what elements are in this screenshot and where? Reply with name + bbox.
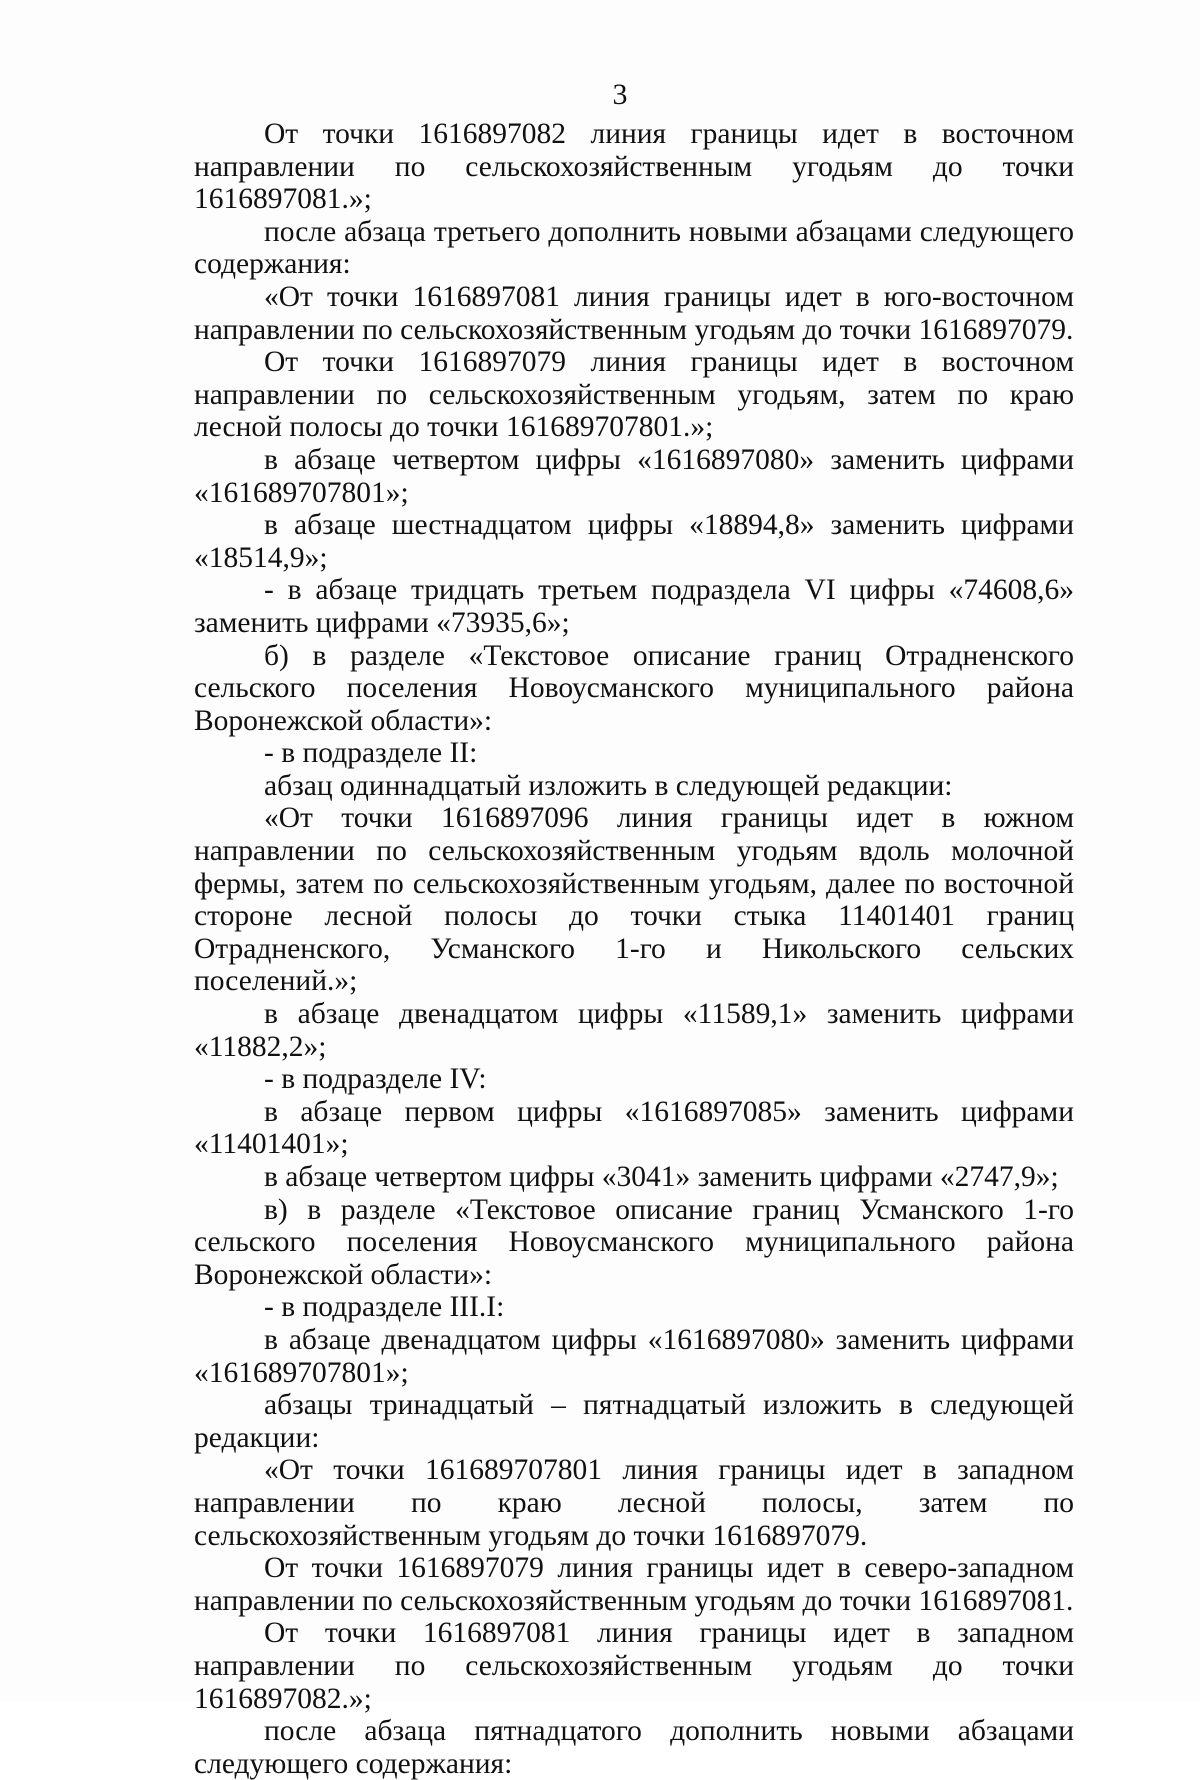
- paragraph: после абзаца пятнадцатого дополнить новыми абзацами следующего содержания:: [194, 1715, 1074, 1780]
- paragraph: «От точки 161689707801 линия границы идет в западном направлении по краю лесной полосы, затем по сельскохозяйственным угодьям до точки 1616897079.: [194, 1454, 1074, 1552]
- paragraph: в абзаце двенадцатом цифры «11589,1» заменить цифрами «11882,2»;: [194, 998, 1074, 1063]
- paragraph: «От точки 1616897081 линия границы идет в юго-восточном направлении по сельскохозяйственным угодьям до точки 1616897079.: [194, 280, 1074, 346]
- paragraph: абзацы тринадцатый – пятнадцатый изложить в следующей редакции:: [194, 1389, 1074, 1454]
- paragraph: От точки 1616897082 линия границы идет в восточном направлении по сельскохозяйственным угодьям до точки 1616897081.»;: [194, 118, 1074, 216]
- document-body: [194, 118, 1074, 1780]
- paragraph: От точки 1616897079 линия границы идет в северо-западном направлении по сельскохозяйственным угодьям до точки 1616897081.: [194, 1552, 1074, 1617]
- paragraph: после абзаца третьего дополнить новыми абзацами следующего содержания:: [194, 215, 1074, 281]
- paragraph: в абзаце шестнадцатом цифры «18894,8» заменить цифрами «18514,9»;: [194, 509, 1074, 574]
- paragraph: - в абзаце тридцать третьем подраздела VI цифры «74608,6» заменить цифрами «73935,6»;: [194, 574, 1074, 639]
- paragraph: в абзаце четвертом цифры «1616897080» заменить цифрами «161689707801»;: [194, 443, 1074, 509]
- paragraph: - в подразделе II:: [264, 737, 478, 770]
- paragraph: б) в разделе «Текстовое описание границ Отрадненского сельского поселения Новоусманского муниципального района Воронежской области»:: [194, 639, 1074, 737]
- paragraph: - в подразделе IV:: [264, 1063, 487, 1096]
- paragraph: в абзаце первом цифры «1616897085» заменить цифрами «11401401»;: [194, 1095, 1074, 1161]
- paragraph: в) в разделе «Текстовое описание границ Усманского 1-го сельского поселения Новоусманского муниципального района Воронежской области»:: [194, 1193, 1074, 1291]
- paragraph: - в подразделе III.I:: [264, 1291, 505, 1324]
- paragraph: в абзаце четвертом цифры «3041» заменить цифрами «2747,9»;: [264, 1161, 1059, 1193]
- paragraph: От точки 1616897081 линия границы идет в западном направлении по сельскохозяйственным угодьям до точки 1616897082.»;: [194, 1617, 1074, 1715]
- paragraph: абзац одиннадцатый изложить в следующей редакции:: [264, 769, 953, 802]
- paragraph: От точки 1616897079 линия границы идет в восточном направлении по сельскохозяйственным угодьям, затем по краю лесной полосы до точки 161689707801.»;: [194, 346, 1074, 444]
- page-number: 3: [612, 78, 628, 111]
- paragraph: «От точки 1616897096 линия границы идет в южном направлении по сельскохозяйственным угодьям вдоль молочной фермы, затем по сельскохозяйственным угодьям, далее по восточной стороне лесной полосы до точки стыка 11401401 границ Отрадненского, Усманского 1-го и Никольского сельских поселений.»;: [194, 802, 1074, 998]
- paragraph: в абзаце двенадцатом цифры «1616897080» заменить цифрами «161689707801»;: [194, 1323, 1074, 1389]
